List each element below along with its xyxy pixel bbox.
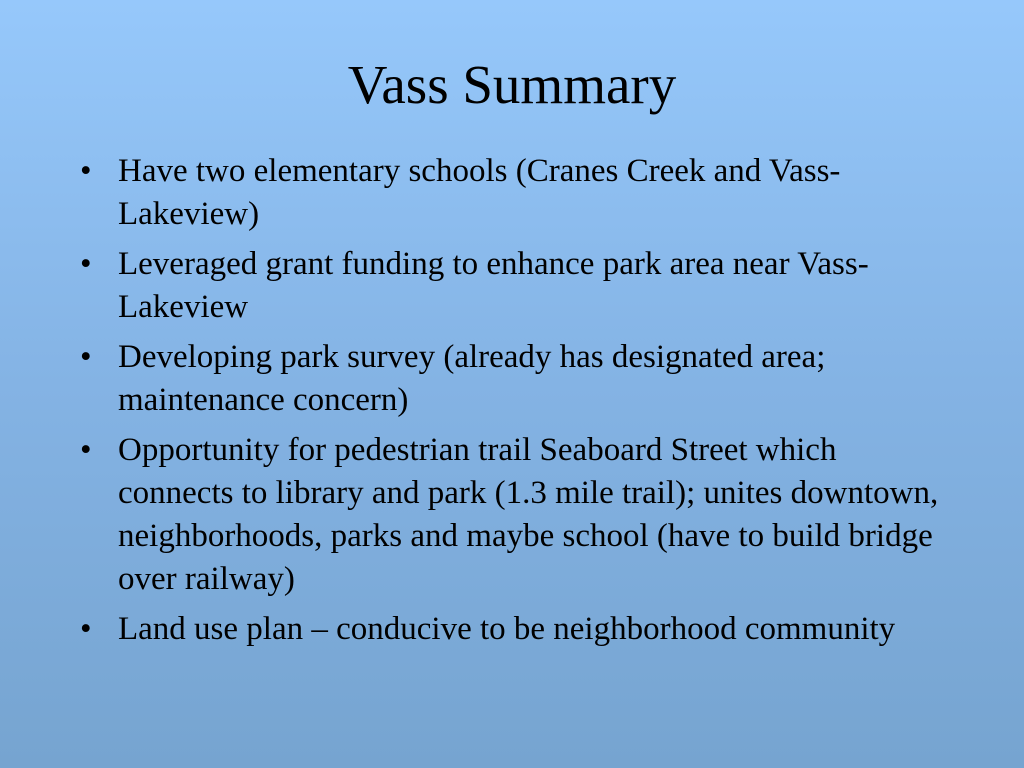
bullet-icon: •: [80, 153, 92, 189]
bullet-icon: •: [80, 246, 92, 282]
bullet-text: Have two elementary schools (Cranes Creek and Vass-Lakeview): [118, 153, 841, 232]
bullet-text: Leveraged grant funding to enhance park area near Vass-Lakeview: [118, 246, 869, 325]
bullet-item: [72, 336, 952, 422]
slide-title: Vass Summary: [347, 54, 677, 115]
bullet-item: [72, 608, 952, 651]
bullet-icon: •: [80, 339, 92, 375]
bullet-item: [72, 429, 952, 601]
bullet-icon: •: [80, 432, 92, 468]
bullet-list: [72, 150, 952, 658]
bullet-item: [72, 150, 952, 236]
bullet-icon: •: [80, 611, 92, 647]
bullet-item: [72, 243, 952, 329]
bullet-text: Opportunity for pedestrian trail Seaboard Street which connects to library and park (1.3 mile trail); unites downtown, neighborhoods, parks and maybe school (have to build bridge over railway): [118, 432, 939, 597]
bullet-text: Developing park survey (already has designated area; maintenance concern): [118, 339, 826, 418]
bullet-text: Land use plan – conducive to be neighborhood community: [118, 611, 896, 647]
